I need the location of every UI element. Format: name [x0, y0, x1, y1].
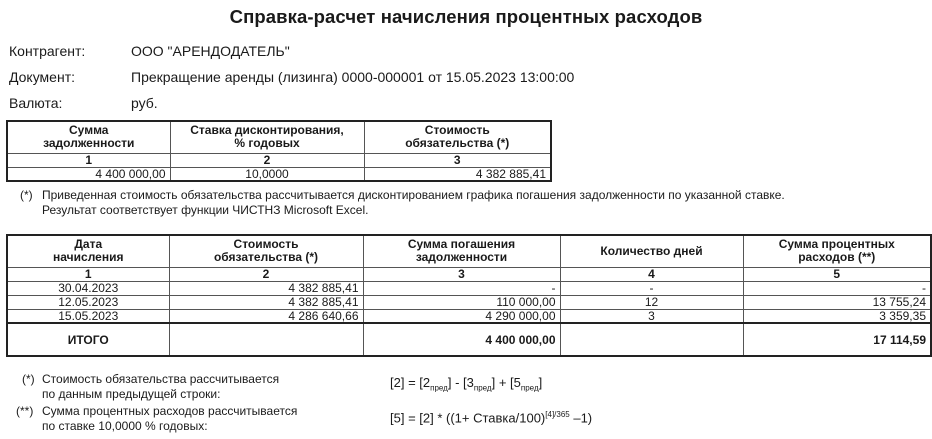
document-value: Прекращение аренды (лизинга) 0000-000001 от 15.05.2023 13:00:00	[131, 69, 575, 85]
liability-cell: 4 286 640,66	[169, 309, 363, 323]
page-title: Справка-расчет начисления процентных расходов	[229, 6, 703, 27]
formula-interest: [5] = [2] * ((1+ Ставка/100)$^{[4]/365}$ –1)	[390, 410, 593, 426]
header-liability-cost: Стоимость обязательства (*)	[169, 235, 363, 267]
footnote-present-value	[20, 188, 920, 218]
footnote-text: по данным предыдущей строки:	[42, 387, 221, 401]
header-debt-amount: Сумма задолженности	[7, 121, 170, 153]
col-number: 2	[169, 267, 363, 281]
accrual-table	[6, 234, 932, 357]
counterparty-label: Контрагент:	[9, 43, 86, 59]
footnote-text: Приведенная стоимость обязательства рассчитывается дисконтированием графика погашения задолженности по указанной ставке.	[42, 188, 785, 202]
footnote-text: по ставке 10,0000 % годовых:	[42, 419, 208, 433]
total-empty-cell	[560, 323, 743, 356]
total-row	[7, 323, 931, 356]
discount-rate-cell: 10,0000	[170, 167, 364, 181]
col-number: 3	[364, 153, 551, 167]
footnote-text: Результат соответствует функции ЧИСТНЗ Microsoft Excel.	[42, 203, 369, 217]
footnote-marker: (*)	[20, 188, 33, 202]
repayment-cell: -	[363, 281, 560, 295]
total-empty-cell	[169, 323, 363, 356]
col-number: 4	[560, 267, 743, 281]
counterparty-value: ООО "АРЕНДОДАТЕЛЬ"	[131, 43, 290, 59]
header-liability-cost: Стоимость обязательства (*)	[364, 121, 551, 153]
total-repayment-cell: 4 400 000,00	[363, 323, 560, 356]
date-cell: 15.05.2023	[7, 309, 169, 323]
col-number: 3	[363, 267, 560, 281]
table-row	[7, 309, 931, 323]
footnote-marker: (*)	[22, 372, 35, 386]
table-row	[7, 281, 931, 295]
header-discount-rate: Ставка дисконтирования, % годовых	[170, 121, 364, 153]
accrual-number-row	[7, 267, 931, 281]
debt-amount-cell: 4 400 000,00	[7, 167, 170, 181]
table-row	[7, 295, 931, 309]
summary-table	[6, 120, 552, 182]
liability-cell: 4 382 885,41	[169, 295, 363, 309]
header-days-count: Количество дней	[560, 235, 743, 267]
header-interest-amount: Сумма процентных расходов (**)	[743, 235, 931, 267]
footnote-text: Стоимость обязательства рассчитывается	[42, 372, 280, 386]
total-interest-cell: 17 114,59	[743, 323, 931, 356]
summary-number-row	[7, 153, 551, 167]
currency-value: руб.	[131, 95, 158, 111]
interest-cell: -	[743, 281, 931, 295]
repayment-cell: 4 290 000,00	[363, 309, 560, 323]
liability-cell: 4 382 885,41	[169, 281, 363, 295]
col-number: 1	[7, 153, 170, 167]
days-cell: 3	[560, 309, 743, 323]
interest-cell: 3 359,35	[743, 309, 931, 323]
currency-label: Валюта:	[9, 95, 63, 111]
footnote-marker: (**)	[16, 404, 34, 418]
footnote-text: Сумма процентных расходов рассчитывается	[42, 404, 298, 418]
accrual-header-row	[7, 235, 931, 267]
total-label: ИТОГО	[7, 323, 169, 356]
header-accrual-date: Дата начисления	[7, 235, 169, 267]
repayment-cell: 110 000,00	[363, 295, 560, 309]
header-repayment-amount: Сумма погашения задолженности	[363, 235, 560, 267]
date-cell: 30.04.2023	[7, 281, 169, 295]
col-number: 1	[7, 267, 169, 281]
formula-liability: $[2] = [2_{пред}] - [3_{пред}] + [5_{пред}]$	[390, 375, 543, 393]
liability-cost-cell: 4 382 885,41	[364, 167, 551, 181]
days-cell: 12	[560, 295, 743, 309]
summary-header-row	[7, 121, 551, 153]
col-number: 5	[743, 267, 931, 281]
document-label: Документ:	[9, 69, 75, 85]
interest-cell: 13 755,24	[743, 295, 931, 309]
days-cell: -	[560, 281, 743, 295]
col-number: 2	[170, 153, 364, 167]
date-cell: 12.05.2023	[7, 295, 169, 309]
footnotes-bottom	[16, 372, 360, 436]
summary-data-row	[7, 167, 551, 181]
